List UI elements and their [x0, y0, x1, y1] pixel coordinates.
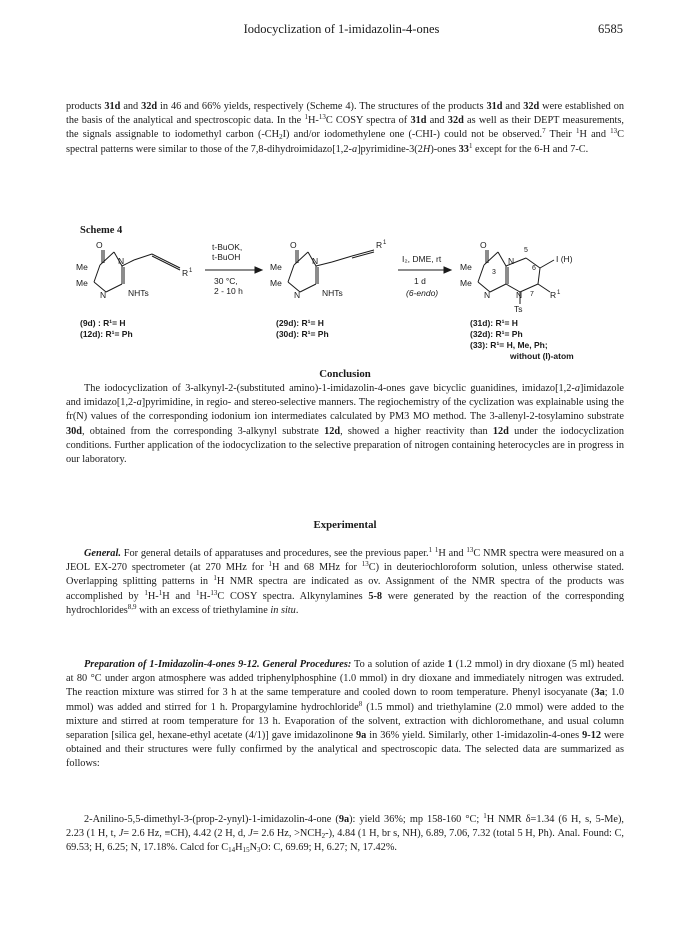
scheme-title: Scheme 4 [80, 225, 123, 236]
atom-R1-9d: R [182, 268, 189, 278]
atom-R1-9d-sup: 1 [189, 268, 193, 274]
compound-9d-structure [94, 250, 180, 292]
experimental-preparation-paragraph: Preparation of 1-Imidazolin-4-ones 9-12. General Procedures: To a solution of azide 1 (1.2 mmol) in dry dioxane (5 ml) heated at 80 °C under argon atmosphere was added triphenylphosphine (1.0 mmol) in dry dioxane and immediately nitrogen was extruded. The reaction mixture was stirred for 3 h at the same temperature and cooled down to room temperature. Phenyl isocyanate (3a; 1.0 mmol) was added and stirred for 1 h. Propargylamine hydrochloride$^8$ (1.5 mmol) and triethylamine (2.0 mmol) were added to the mixture and stirred at room temperature for 13 h. Evaporation of the solvent, extraction with dichloromethane, and usual column separation [silica gel, hexane-ethyl acetate (4/1)] gave imidazolinone 9a in 36% yield. Similarly, other 1-imidazolin-4-ones 9-12 were obtained and their structures were fully confirmed by the analytical and spectroscopic data. The selected data are summarized as follows: [66, 659, 625, 770]
label-31d: (31d): R¹= H [470, 318, 518, 328]
compound-29d-structure [288, 250, 374, 292]
page-header [60, 22, 623, 38]
atom-O-31d: O [480, 240, 487, 250]
label-29d: (29d): R¹= H [276, 318, 324, 328]
page-number: 6585 [598, 22, 623, 36]
label-30d: (30d): R¹= Ph [276, 329, 329, 339]
atom-Me-29d-a: Me [270, 262, 282, 272]
atom-R1-29d-sup: 1 [383, 240, 387, 246]
label-12d: (12d): R¹= Ph [80, 329, 133, 339]
experimental-heading: Experimental [313, 519, 377, 531]
running-title: Iodocyclization of 1-imidazolin-4-ones [243, 22, 440, 36]
number-3: 3 [492, 269, 496, 276]
number-6: 6 [532, 265, 536, 272]
atom-NHTs-9d: NHTs [128, 288, 149, 298]
atom-O-29d: O [290, 240, 297, 250]
compound-9a-data-paragraph: 2-Anilino-5,5-dimethyl-3-(prop-2-ynyl)-1-imidazolin-4-one (9a): yield 36%; mp 158-160 °C; $^1$H NMR δ=1.34 (6 H, s, 5-Me), 2.23 (1 H, t, J= 2.6 Hz, ≡CH), 4.42 (2 H, d, J= 2.6 Hz, $>NCH_2-$), 4.84 (1 H, br s, NH), 6.89, 7.06, 7.32 (total 5 H, Ph). Anal. Found: C, 69.53; H, 6.25; N, 17.18%. Calcd for $C_{14}H_{15}N_3O$: C, 69.69; H, 6.27; N, 17.42%. [66, 812, 625, 855]
atom-Ts-31d: Ts [514, 304, 523, 314]
reaction-arrow-1 [205, 267, 262, 273]
number-7: 7 [530, 291, 534, 298]
atom-N-29d-b: N [294, 290, 301, 300]
experimental-general-paragraph: General. For general details of apparatuses and procedures, see the previous paper.$^1$ $^1$H and $^{13}$C NMR spectra were measured on a JEOL EX-270 spectrometer (at 270 MHz for $^1$H and 68 MHz for $^{13}$C) in deuteriochloroform solution, unless otherwise stated. Overlapping splitting patterns in $^1$H NMR spectra are indicated as ov. Assignment of the NMR spectra of the products was accomplished by $^1$H-$^1$H and $^1$H-$^{13}$C COSY spectra. Alkynylamines 5-8 were generated by the reaction of the corresponding hydrochlorides$^{8,9}$ with an excess of triethylamine in situ. [66, 546, 625, 616]
reagent-2-line-2: 1 d [414, 276, 426, 286]
atom-Me-9d-b: Me [76, 278, 88, 288]
conclusion-heading: Conclusion [319, 368, 371, 380]
atom-N-29d-a: N [312, 256, 319, 266]
atom-Me-31d-a: Me [460, 262, 472, 272]
atom-N-31d-c: N [516, 290, 523, 300]
reagent-2-line-3: (6-endo) [406, 288, 439, 298]
atom-N-31d-a: N [508, 256, 515, 266]
atom-NHTs-29d: NHTs [322, 288, 343, 298]
atom-Me-29d-b: Me [270, 278, 282, 288]
atom-R1-31d-sup: 1 [557, 290, 561, 296]
label-33: (33): R¹= H, Me, Ph; [470, 340, 548, 350]
atom-Me-9d-a: Me [76, 262, 88, 272]
label-32d: (32d): R¹= Ph [470, 329, 523, 339]
atom-O-9d: O [96, 240, 103, 250]
number-5: 5 [524, 247, 528, 254]
atom-N-9d-a: N [118, 256, 125, 266]
label-33-note: without (I)-atom [510, 351, 574, 361]
atom-Me-31d-b: Me [460, 278, 472, 288]
conclusion-paragraph: The iodocyclization of 3-alkynyl-2-(substituted amino)-1-imidazolin-4-ones gave bicyclic guanidines, imidazo[1,2-a]imidazole and imidazo[1,2-a]pyrimidine, in regio- and stereo-selective manners. The regiochemistry of the cyclization was explainable using the fr(N) values of the corresponding iodonium ion intermediates calculated by PM3 MO method. The 3-allenyl-2-tosylamino substrate 30d, obtained from the corresponding 3-alkynyl substrate 12d, showed a higher reactivity than 12d under the iodocyclization conditions. Further application of the iodocyclization to the selective preparation of nitrogen containing heterocycles are in progress in our laboratory. [66, 383, 624, 466]
atom-R1-31d: R [550, 290, 557, 300]
results-paragraph: products 31d and 32d in 46 and 66% yields, respectively (Scheme 4). The structures of the products 31d and 32d were established on the basis of the analytical and spectroscopic data. In the $^1$H-$^{13}$C COSY spectra of 31d and 32d as well as their DEPT measurements, the signals assignable to iodomethyl carbon $(-CH_2I)$ and/or iodomethylene one (-CHI-) could not be observed.$^7$ Their $^1$H and $^{13}$C spectral patterns were similar to those of the 7,8-dihydroimidazo[1,2-a]pyrimidine-3(2H)-ones $33^1$ except for the 6-H and 7-C. [66, 101, 625, 155]
atom-R1-29d: R [376, 240, 383, 250]
reagent-1-line-3: 30 °C, [214, 276, 238, 286]
reagent-1-line-1: t-BuOK, [212, 242, 243, 252]
atom-N-31d-b: N [484, 290, 491, 300]
scheme-4-figure [76, 240, 640, 361]
reagent-1-line-4: 2 - 10 h [214, 286, 243, 296]
atom-N-9d-b: N [100, 290, 107, 300]
reaction-arrow-2 [398, 267, 451, 273]
reagent-1-line-2: t-BuOH [212, 252, 241, 262]
label-9d: (9d) : R¹= H [80, 318, 126, 328]
atom-I-31d: I (H) [556, 254, 573, 264]
reagent-2-line-1: I₂, DME, rt [402, 254, 442, 264]
